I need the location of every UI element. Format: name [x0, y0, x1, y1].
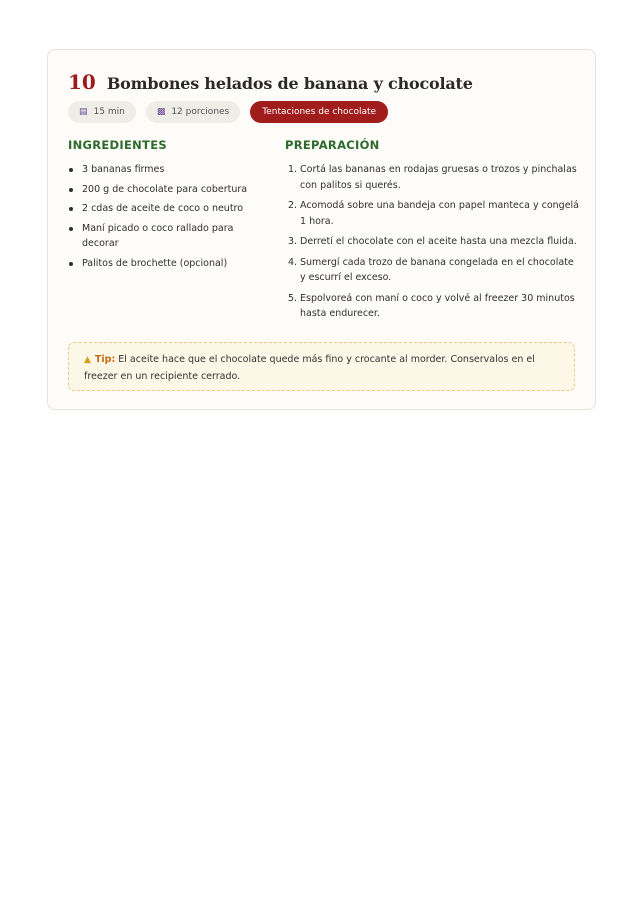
recipe-card [47, 49, 596, 410]
recipe-number: 10 [68, 70, 96, 94]
preparation-steps [285, 162, 580, 327]
recipe-title: Bombones helados de banana y chocolate [106, 74, 473, 93]
servings-tag [146, 101, 240, 123]
ingredient-item: Palitos de brochette (opcional) [68, 256, 248, 272]
portions-icon: ▩ [156, 107, 166, 117]
servings-label: 12 porciones [171, 107, 230, 117]
step-item [285, 162, 580, 193]
tip-text: El aceite hace que el chocolate quede más fino y crocante al morder. Conservalos en el freezer en un recipiente cerrado. [84, 354, 535, 382]
ingredient-item: 200 g de chocolate para cobertura [68, 182, 248, 198]
step-item [285, 198, 580, 229]
category-tag[interactable] [250, 101, 388, 123]
step-text: Cortá las bananas en rodajas gruesas o trozos y pinchalas con palitos si querés. [300, 164, 577, 191]
step-number: 1. [288, 164, 298, 175]
recipe-tags [68, 101, 388, 123]
time-label: 15 min [93, 107, 125, 117]
tip-label: Tip: [94, 354, 116, 365]
step-number: 5. [288, 292, 298, 304]
ingredients-heading: INGREDIENTES [68, 138, 167, 152]
category-label: Tentaciones de chocolate [262, 107, 377, 117]
timer-icon: ▤ [79, 107, 88, 117]
step-number: 4. [288, 256, 298, 268]
step-item [285, 255, 580, 286]
step-text: Derretí el chocolate con el aceite hasta una mezcla fluida. [300, 236, 577, 247]
step-text: Sumergí cada trozo de banana congelada en el chocolate y escurrí el exceso. [300, 256, 574, 283]
step-number: 2. [288, 200, 298, 211]
step-item [285, 234, 580, 250]
step-text: Espolvoreá con maní o coco y volvé al freezer 30 minutos hasta endurecer. [300, 292, 575, 319]
preparation-heading: PREPARACIÓN [285, 138, 380, 152]
ingredients-list [68, 162, 248, 275]
step-number: 3. [288, 236, 298, 247]
recipe-header [68, 70, 473, 94]
step-item [285, 291, 580, 322]
step-text: Acomodá sobre una bandeja con papel manteca y congelá 1 hora. [300, 200, 579, 227]
ingredient-item: 2 cdas de aceite de coco o neutro [68, 201, 248, 217]
trophy-icon: ▲ [84, 355, 91, 365]
tip-box [68, 342, 575, 391]
time-tag [68, 101, 136, 123]
ingredient-item: Maní picado o coco rallado para decorar [68, 221, 248, 252]
ingredient-item: 3 bananas firmes [68, 162, 248, 178]
